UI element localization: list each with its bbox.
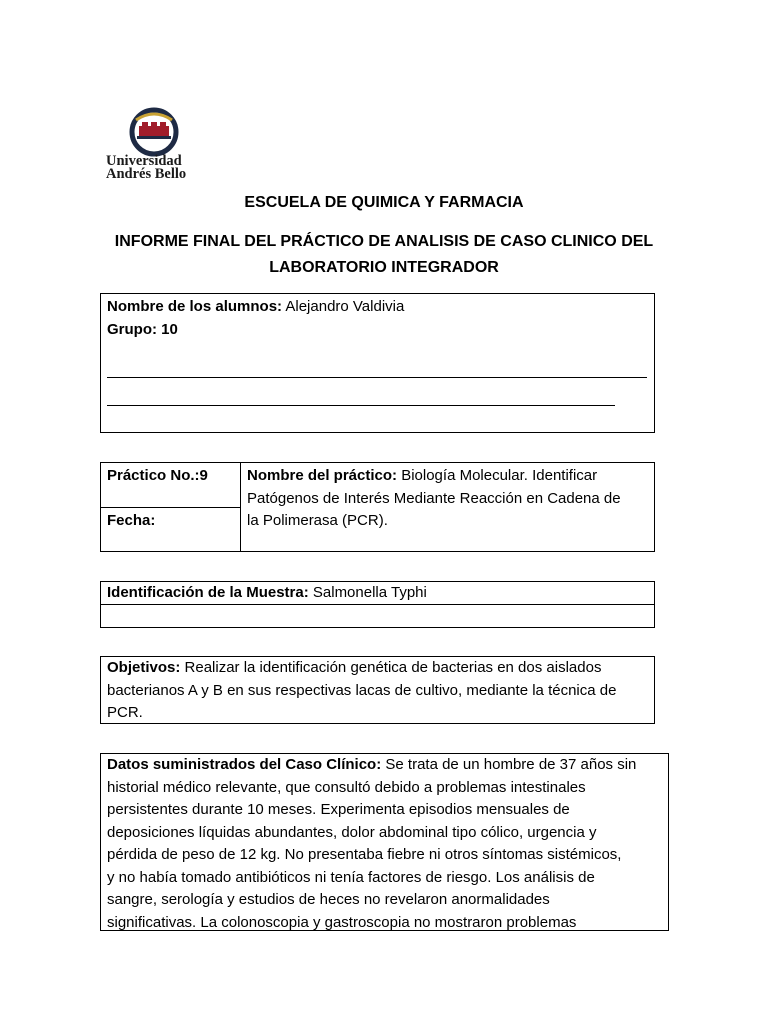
logo-line-2: Andrés Bello — [106, 166, 187, 182]
students-names-row — [107, 296, 648, 319]
sample-value: Salmonella Typhi — [308, 584, 427, 601]
sample-box — [100, 581, 655, 628]
practice-name-value-3: la Polimerasa (PCR). — [247, 512, 388, 529]
practice-number-label: Práctico No.:9 — [107, 467, 208, 484]
objectives-label: Objetivos: — [107, 659, 181, 676]
practice-table — [100, 462, 655, 552]
report-title-line-1: INFORME FINAL DEL PRÁCTICO DE ANALISIS DE CASO CLINICO DEL — [114, 233, 654, 250]
report-title-line-2: LABORATORIO INTEGRADOR — [269, 259, 499, 276]
clinical-case-line: pérdida de peso de 12 kg. No presentaba fiebre ni otros síntomas sistémicos, — [107, 846, 622, 863]
practice-date-label: Fecha: — [107, 512, 156, 529]
objectives-box — [100, 656, 655, 724]
clinical-case-line-1: Se trata de un hombre de 37 años sin — [381, 756, 637, 773]
blank-line-1 — [107, 377, 647, 379]
clinical-case-line: significativas. La colonoscopia y gastroscopia no mostraron problemas — [107, 913, 577, 931]
group-label: Grupo: 10 — [107, 320, 178, 338]
objectives-line-1: Realizar la identificación genética de bacterias en dos aislados — [180, 659, 602, 676]
practice-name-value-2: Patógenos de Interés Mediante Reacción en Cadena de — [247, 489, 621, 507]
clinical-case-line: y no había tomado antibióticos ni tenía factores de riesgo. Los análisis de — [107, 868, 595, 886]
clinical-case-box — [100, 753, 669, 931]
clinical-case-line: sangre, serología y estudios de heces no revelaron anormalidades — [107, 891, 550, 908]
school-heading: ESCUELA DE QUIMICA Y FARMACIA — [244, 194, 524, 211]
objectives-line-3: PCR. — [107, 704, 143, 721]
university-logo — [106, 106, 206, 186]
sample-row-divider — [101, 604, 654, 605]
sample-label: Identificación de la Muestra: — [107, 584, 309, 601]
practice-name-label: Nombre del práctico: — [247, 467, 398, 484]
blank-line-2 — [107, 405, 615, 407]
practice-name-cell — [241, 463, 653, 535]
students-box — [100, 293, 655, 433]
students-names-value: Alejandro Valdivia — [282, 298, 405, 315]
practice-name-value-1: Biología Molecular. Identificar — [397, 467, 598, 484]
university-crest-icon — [106, 106, 206, 158]
clinical-case-line: deposiciones líquidas abundantes, dolor abdominal tipo cólico, urgencia y — [107, 823, 597, 841]
clinical-case-label: Datos suministrados del Caso Clínico: — [107, 756, 382, 773]
objectives-line-2: bacterianos A y B en sus respectivas lacas de cultivo, mediante la técnica de — [107, 681, 617, 699]
clinical-case-line: persistentes durante 10 meses. Experimenta episodios mensuales de — [107, 801, 570, 818]
logo-line-1: Universidad — [106, 153, 182, 169]
group-row — [107, 319, 648, 342]
clinical-case-line: historial médico relevante, que consultó debido a problemas intestinales — [107, 778, 586, 796]
students-names-label: Nombre de los alumnos: — [107, 298, 283, 315]
